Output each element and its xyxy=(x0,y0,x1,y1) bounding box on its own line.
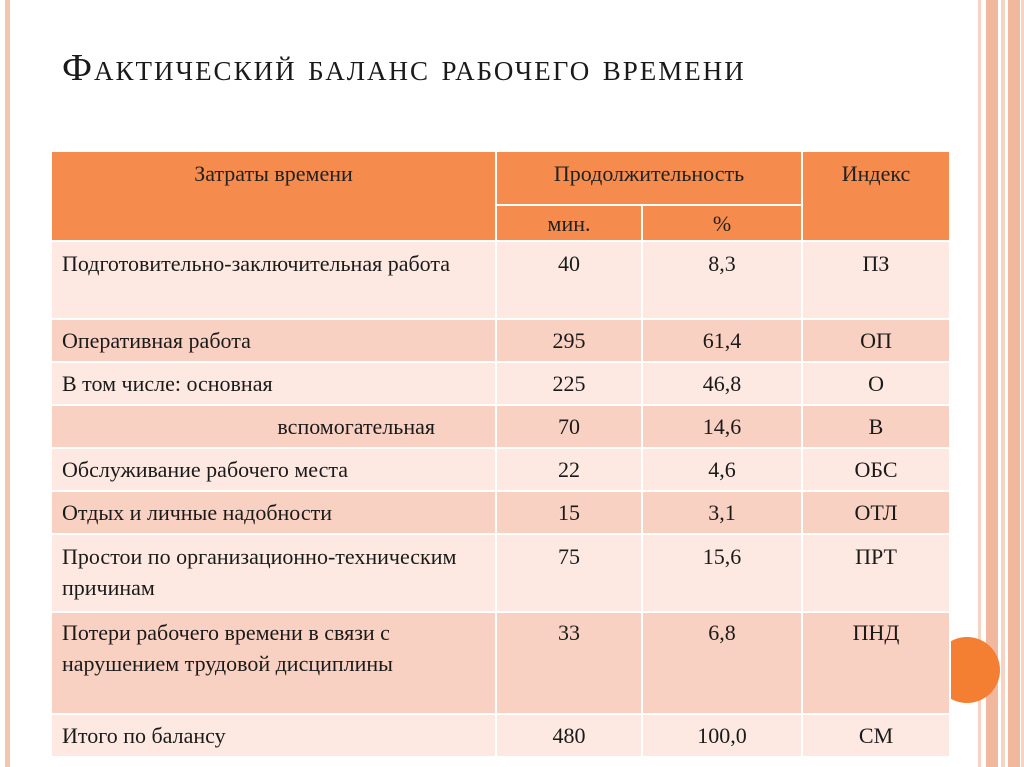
row-pct: 6,8 xyxy=(642,612,802,714)
header-minutes: мин. xyxy=(496,205,642,241)
table-row xyxy=(51,612,950,714)
row-min: 22 xyxy=(496,448,642,491)
table-row xyxy=(51,241,950,319)
slide-title: Фактический баланс рабочего времени xyxy=(62,47,746,89)
row-index: ОП xyxy=(802,319,950,362)
row-index: ОТЛ xyxy=(802,491,950,534)
row-pct: 46,8 xyxy=(642,362,802,405)
row-index: ПЗ xyxy=(802,241,950,319)
row-index: ПРТ xyxy=(802,534,950,612)
row-label: вспомогательная xyxy=(51,405,496,448)
row-min: 225 xyxy=(496,362,642,405)
row-label: Обслуживание рабочего места xyxy=(51,448,496,491)
row-index: О xyxy=(802,362,950,405)
row-min: 75 xyxy=(496,534,642,612)
balance-table xyxy=(50,150,951,758)
row-pct: 14,6 xyxy=(642,405,802,448)
row-label: В том числе: основная xyxy=(51,362,496,405)
row-label: Потери рабочего времени в связи с нарушением трудовой дисциплины xyxy=(51,612,496,714)
header-index: Индекс xyxy=(802,151,950,241)
row-label: Подготовительно-заключительная работа xyxy=(51,241,496,319)
row-index: ОБС xyxy=(802,448,950,491)
header-duration: Продолжительность xyxy=(496,151,802,205)
header-expense: Затраты времени xyxy=(51,151,496,241)
table-row xyxy=(51,534,950,612)
row-label: Простои по организационно-техническим причинам xyxy=(51,534,496,612)
row-pct: 8,3 xyxy=(642,241,802,319)
table-row xyxy=(51,491,950,534)
row-min: 295 xyxy=(496,319,642,362)
header-percent: % xyxy=(642,205,802,241)
row-index: СМ xyxy=(802,714,950,757)
row-min: 15 xyxy=(496,491,642,534)
row-pct: 15,6 xyxy=(642,534,802,612)
left-decor-rule xyxy=(5,0,10,767)
row-pct: 3,1 xyxy=(642,491,802,534)
row-label: Итого по балансу xyxy=(51,714,496,757)
row-pct: 100,0 xyxy=(642,714,802,757)
row-label: Отдых и личные надобности xyxy=(51,491,496,534)
table-row xyxy=(51,448,950,491)
table-row xyxy=(51,362,950,405)
row-min: 480 xyxy=(496,714,642,757)
table-row xyxy=(51,319,950,362)
row-index: ПНД xyxy=(802,612,950,714)
row-label: Оперативная работа xyxy=(51,319,496,362)
row-pct: 61,4 xyxy=(642,319,802,362)
table-row xyxy=(51,714,950,757)
row-min: 70 xyxy=(496,405,642,448)
table-row xyxy=(51,405,950,448)
row-min: 33 xyxy=(496,612,642,714)
row-min: 40 xyxy=(496,241,642,319)
row-index: В xyxy=(802,405,950,448)
row-pct: 4,6 xyxy=(642,448,802,491)
